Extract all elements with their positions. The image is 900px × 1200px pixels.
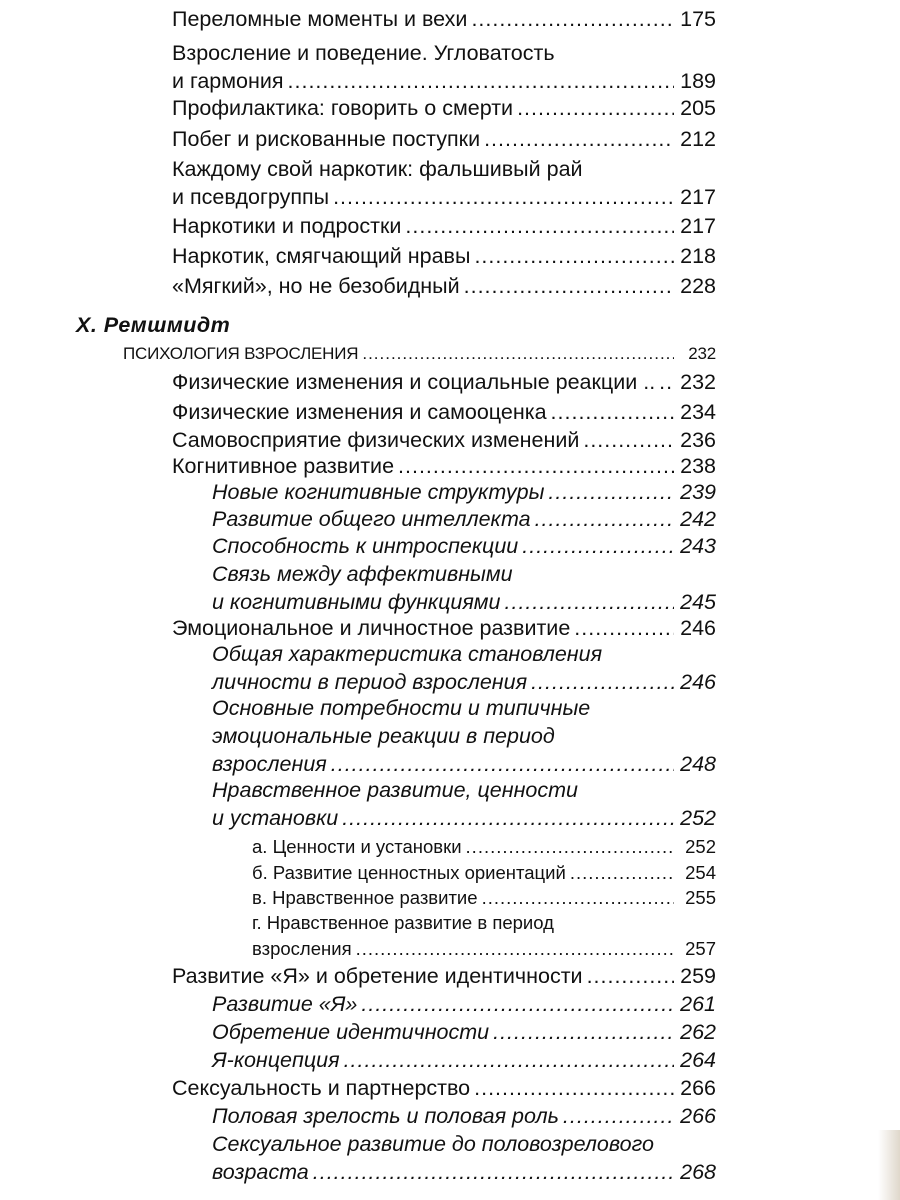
toc-page-number: 228 [680, 274, 716, 298]
section-page-number: 232 [688, 344, 716, 363]
toc-page-number: 218 [680, 244, 716, 268]
toc-entry-title: взросления [212, 752, 327, 776]
dot-leader [482, 884, 674, 912]
toc-entry-title-line: Сексуальное развитие до половозрелового [212, 1132, 654, 1156]
toc-page-number: 217 [680, 214, 716, 238]
toc-entry-title: Я-концепция [212, 1048, 340, 1072]
toc-entry-title-line: г. Нравственное развитие в период [252, 912, 554, 933]
toc-entry[interactable] [212, 1046, 716, 1074]
dot-leader [356, 935, 674, 963]
toc-page-number: 252 [680, 806, 716, 830]
dot-leader [313, 1158, 674, 1186]
toc-entry-title: Побег и рискованные поступки [172, 127, 481, 151]
toc-entry-title: Способность к интроспекции [212, 534, 519, 558]
toc-entry-title: и гармония [172, 69, 284, 93]
toc-entry-title: Сексуальность и партнерство [172, 1076, 471, 1100]
toc-entry-title: Наркотик, смягчающий нравы [172, 244, 471, 268]
toc-entry[interactable] [172, 39, 716, 95]
toc-page-number: 262 [680, 1020, 716, 1044]
toc-entry-title: Обретение идентичности [212, 1020, 490, 1044]
toc-entry[interactable] [252, 884, 716, 910]
dot-leader [344, 1046, 674, 1074]
toc-entry-title: Переломные моменты и вехи [172, 7, 468, 31]
toc-entry[interactable] [212, 694, 716, 778]
dot-leader [362, 340, 674, 368]
toc-entry-title-line: Общая характеристика становления [212, 642, 603, 666]
toc-entry[interactable] [172, 242, 716, 270]
dot-leader [361, 990, 674, 1018]
toc-page-number: 245 [680, 590, 716, 614]
toc-entry-title: Физические изменения и социальные реакции .. [172, 370, 656, 394]
dot-leader [548, 478, 674, 506]
toc-entry-title: и псевдогруппы [172, 185, 330, 209]
toc-page-number: 246 [680, 670, 716, 694]
toc-page-number: 266 [680, 1104, 716, 1128]
toc-entry-title-line: эмоциональные реакции в период [212, 724, 555, 748]
toc-page-number: 268 [680, 1160, 716, 1184]
toc-entry[interactable] [212, 532, 716, 560]
toc-entry-title: Новые когнитивные структуры [212, 480, 545, 504]
toc-entry[interactable] [172, 398, 716, 426]
toc-entry[interactable] [252, 859, 716, 885]
dot-leader [505, 588, 675, 616]
toc-entry-title-line: Связь между аффективными [212, 562, 513, 586]
dot-leader [551, 398, 674, 426]
toc-page-number: 248 [680, 752, 716, 776]
toc-page-number: 232 [680, 370, 716, 394]
toc-entry[interactable] [212, 640, 716, 696]
toc-entry-title: личности в период взросления [212, 670, 528, 694]
dot-leader [574, 614, 674, 642]
toc-entry[interactable] [172, 94, 716, 122]
toc-entry-title: «Мягкий», но не безобидный [172, 274, 460, 298]
toc-entry[interactable] [252, 909, 716, 961]
toc-entry-title-line: Основные потребности и типичные [212, 696, 591, 720]
toc-page-number: 252 [685, 836, 716, 857]
dot-leader [563, 1102, 674, 1130]
toc-entry[interactable] [172, 962, 716, 990]
toc-page-number: 238 [680, 454, 716, 478]
toc-page-number: 261 [680, 992, 716, 1016]
toc-entry-title: Самовосприятие физических изменений [172, 428, 580, 452]
toc-entry-title: Развитие общего интеллекта [212, 507, 531, 531]
toc-page-number: 264 [680, 1048, 716, 1072]
toc-entry-title: Профилактика: говорить о смерти [172, 96, 514, 120]
toc-entry-title-line: Нравственное развитие, ценности [212, 778, 578, 802]
toc-entry[interactable] [172, 125, 716, 153]
toc-entry[interactable] [172, 212, 716, 240]
toc-page-number: 189 [680, 69, 716, 93]
dot-leader [583, 426, 674, 454]
dot-leader [288, 67, 674, 95]
toc-page-number: 175 [680, 7, 716, 31]
toc-page-number: 236 [680, 428, 716, 452]
toc-entry-title: Развитие «Я» и обретение идентичности [172, 964, 583, 988]
toc-entry-title: Физические изменения и самооценка [172, 400, 547, 424]
toc-page-number: 242 [680, 507, 716, 531]
toc-entry[interactable] [212, 1102, 716, 1130]
toc-page-number: 239 [680, 480, 716, 504]
dot-leader [659, 368, 674, 396]
toc-page-number: 266 [680, 1076, 716, 1100]
dot-leader [587, 962, 674, 990]
dot-leader [522, 532, 674, 560]
author-heading: Х. Ремшмидт [76, 313, 231, 337]
toc-page-number: 257 [685, 938, 716, 959]
dot-leader [570, 859, 674, 887]
toc-entry[interactable] [172, 5, 716, 33]
toc-entry-title: Наркотики и подростки [172, 214, 402, 238]
toc-page-number: 246 [680, 616, 716, 640]
toc-entry[interactable] [212, 560, 716, 616]
toc-entry-title: и установки [212, 806, 339, 830]
toc-entry[interactable] [172, 1074, 716, 1102]
dot-leader [466, 833, 674, 861]
dot-leader [535, 505, 674, 533]
toc-page-number: 259 [680, 964, 716, 988]
toc-entry-title: б. Развитие ценностных ориентаций [252, 862, 566, 883]
toc-entry-title: Когнитивное развитие [172, 454, 395, 478]
dot-leader [464, 272, 674, 300]
toc-page-number: 255 [685, 887, 716, 908]
toc-entry[interactable] [172, 155, 716, 211]
toc-entry[interactable] [172, 614, 716, 642]
dot-leader [398, 452, 674, 480]
page-edge-shadow [878, 1130, 900, 1200]
dot-leader [531, 668, 674, 696]
dot-leader [333, 183, 674, 211]
toc-entry[interactable] [212, 776, 716, 832]
toc-entry-title-line: Каждому свой наркотик: фальшивый рай [172, 157, 583, 181]
dot-leader [474, 242, 674, 270]
toc-entry-title: Развитие «Я» [212, 992, 358, 1016]
toc-entry[interactable] [212, 1018, 716, 1046]
toc-entry-title: а. Ценности и установки [252, 836, 462, 857]
toc-entry-title: Половая зрелость и половая роль [212, 1104, 559, 1128]
toc-entry-title: взросления [252, 938, 352, 959]
dot-leader [493, 1018, 674, 1046]
toc-entry[interactable] [172, 272, 716, 300]
toc-entry[interactable] [172, 452, 716, 480]
dot-leader [474, 1074, 674, 1102]
toc-page-number: 212 [680, 127, 716, 151]
toc-entry-title: в. Нравственное развитие [252, 887, 478, 908]
toc-page-number: 217 [680, 185, 716, 209]
dot-leader [342, 804, 674, 832]
toc-entry[interactable] [252, 833, 716, 859]
toc-entry-title: возраста [212, 1160, 309, 1184]
section-title-row [123, 340, 716, 368]
toc-entry-title: и когнитивными функциями [212, 590, 501, 614]
toc-entry[interactable] [172, 368, 716, 396]
section-title: ПСИХОЛОГИЯ ВЗРОСЛЕНИЯ [123, 344, 359, 363]
dot-leader [484, 125, 674, 153]
toc-entry[interactable] [212, 1130, 716, 1186]
toc-page-number: 205 [680, 96, 716, 120]
toc-page-number: 243 [680, 534, 716, 558]
dot-leader [331, 750, 674, 778]
toc-page-number: 254 [685, 862, 716, 883]
dot-leader [517, 94, 674, 122]
toc-entry-title: Эмоциональное и личностное развитие [172, 616, 571, 640]
dot-leader [471, 5, 674, 33]
toc-entry[interactable] [212, 478, 716, 506]
dot-leader [405, 212, 674, 240]
toc-entry[interactable] [212, 505, 716, 533]
toc-entry[interactable] [172, 426, 716, 454]
toc-entry[interactable] [212, 990, 716, 1018]
toc-entry-title-line: Взросление и поведение. Угловатость [172, 41, 555, 65]
toc-page-number: 234 [680, 400, 716, 424]
